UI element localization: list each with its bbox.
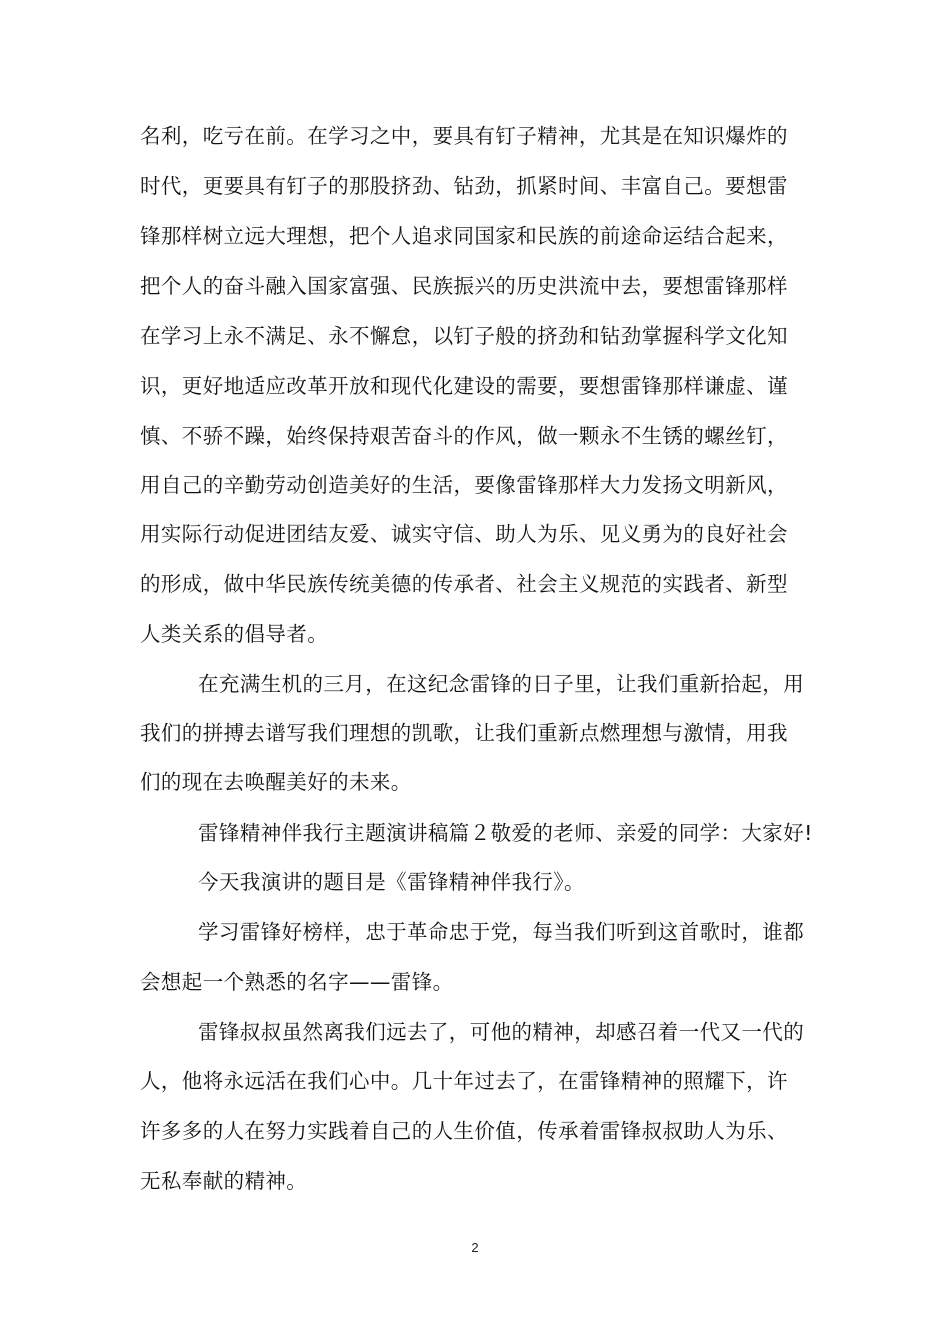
text-line: 时代，更要具有钉子的那股挤劲、钻劲，抓紧时间、丰富自己。要想雷: [140, 174, 788, 198]
text-line: 无私奉献的精神。: [140, 1169, 308, 1193]
text-line: 许多多的人在努力实践着自己的人生价值，传承着雷锋叔叔助人为乐、: [140, 1119, 788, 1143]
paragraph-first-line: 在充满生机的三月，在这纪念雷锋的日子里，让我们重新拾起，用: [198, 672, 805, 696]
text-line: 我们的拼搏去谱写我们理想的凯歌，让我们重新点燃理想与激情，用我: [140, 721, 788, 745]
text-line: 们的现在去唤醒美好的未来。: [140, 770, 412, 794]
paragraph-first-line: 今天我演讲的题目是《雷锋精神伴我行》。: [198, 870, 585, 894]
text-line: 慎、不骄不躁，始终保持艰苦奋斗的作风，做一颗永不生锈的螺丝钉，: [140, 424, 788, 448]
text-line: 人类关系的倡导者。: [140, 622, 329, 646]
text-line: 用自己的辛勤劳动创造美好的生活，要像雷锋那样大力发扬文明新风，: [140, 473, 788, 497]
text-line: 在学习上永不满足、永不懈怠，以钉子般的挤劲和钻劲掌握科学文化知: [140, 324, 788, 348]
text-line: 用实际行动促进团结友爱、诚实守信、助人为乐、见义勇为的良好社会: [140, 522, 788, 546]
text-line: 的形成，做中华民族传统美德的传承者、社会主义规范的实践者、新型: [140, 572, 788, 596]
text-line: 把个人的奋斗融入国家富强、民族振兴的历史洪流中去，要想雷锋那样: [140, 274, 788, 298]
paragraph-first-line: 雷锋叔叔虽然离我们远去了，可他的精神，却感召着一代又一代的: [198, 1020, 805, 1044]
text-line: 识，更好地适应改革开放和现代化建设的需要，要想雷锋那样谦虚、谨: [140, 374, 788, 398]
text-line: 锋那样树立远大理想，把个人追求同国家和民族的前途命运结合起来，: [140, 224, 788, 248]
text-line: 名利，吃亏在前。在学习之中，要具有钉子精神，尤其是在知识爆炸的: [140, 124, 788, 148]
text-line: 人，他将永远活在我们心中。几十年过去了，在雷锋精神的照耀下，许: [140, 1069, 788, 1093]
text-line: 会想起一个熟悉的名字——雷锋。: [140, 970, 454, 994]
section-heading: 雷锋精神伴我行主题演讲稿篇２敬爱的老师、亲爱的同学：大家好!: [198, 821, 813, 845]
paragraph-first-line: 学习雷锋好榜样，忠于革命忠于党，每当我们听到这首歌时，谁都: [198, 920, 805, 944]
page-number: 2: [471, 1240, 479, 1255]
